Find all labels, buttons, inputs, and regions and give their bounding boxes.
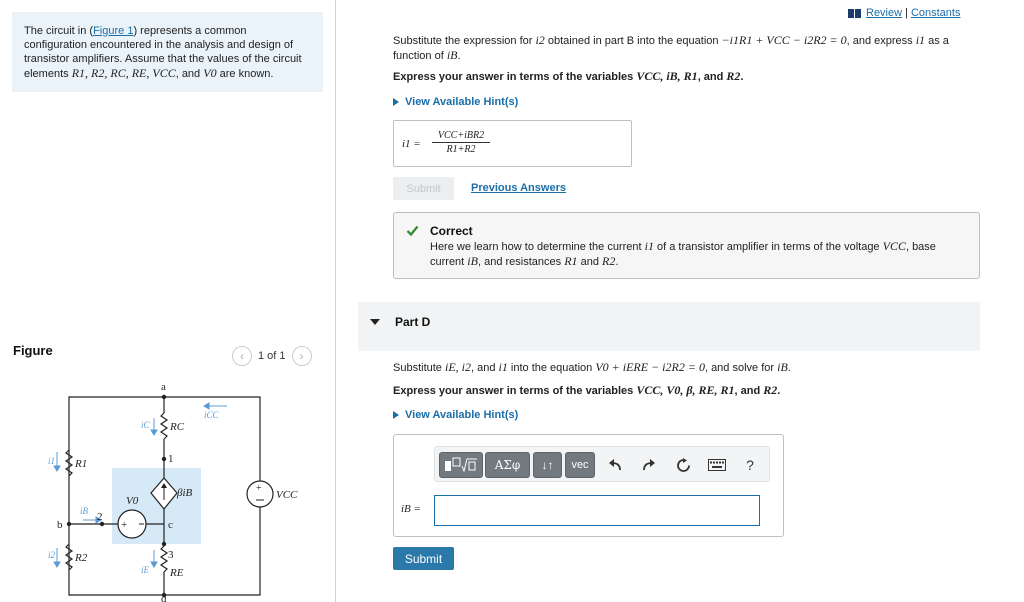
keyboard-icon[interactable] (707, 455, 727, 475)
part-d-period: . (787, 362, 791, 374)
svg-text:+: + (121, 519, 128, 531)
part-d-express-text: Express your answer in terms of the variables (393, 385, 637, 397)
previous-answers-link[interactable]: Previous Answers (471, 182, 566, 194)
i2-label: i2 (48, 550, 56, 560)
part-c-express-end: . (740, 71, 744, 83)
part-d-subs: iE, i2 (444, 360, 471, 374)
templates-button[interactable] (439, 452, 483, 478)
caret-right-icon (393, 98, 399, 106)
part-d-submit-button[interactable]: Submit (393, 547, 454, 570)
reset-icon[interactable] (673, 455, 693, 475)
part-d-hint-toggle[interactable] (393, 409, 518, 421)
problem-pane (0, 0, 336, 602)
feedback-vcc: VCC (882, 239, 906, 253)
part-c-hint-toggle[interactable] (393, 96, 518, 108)
node-2-label: 2 (97, 511, 103, 523)
undo-icon[interactable] (605, 455, 625, 475)
part-d-title[interactable]: Part D (395, 315, 431, 329)
part-c-answer-denominator: R1+R2 (446, 144, 476, 155)
caret-right-icon (393, 411, 399, 419)
feedback-text-5: and (577, 256, 602, 268)
part-d-express (393, 383, 780, 398)
feedback-title: Correct (430, 224, 473, 238)
i1-label: i1 (48, 456, 56, 466)
part-c-text-3: , and express (846, 35, 916, 47)
links-separator: | (905, 7, 908, 19)
figure-heading: Figure (13, 343, 53, 358)
feedback-ib: iB (467, 254, 478, 268)
node-3-label: 3 (168, 549, 174, 561)
node-a-label: a (161, 381, 166, 393)
part-c-express-text: Express your answer in terms of the variables (393, 71, 637, 83)
part-d-last-var: R2 (763, 383, 778, 397)
part-d-express-and: , and (734, 385, 764, 397)
vcc-label: VCC (276, 489, 298, 501)
feedback-text-2: of a transistor amplifier in terms of the voltage (653, 241, 883, 253)
figure-count: 1 of 1 (258, 350, 286, 362)
chevron-right-icon: › (299, 349, 304, 363)
icc-label: iCC (204, 410, 219, 420)
part-c-period: . (457, 50, 461, 62)
part-d-express-end: . (777, 385, 781, 397)
review-link[interactable]: Review (866, 7, 903, 19)
node-d-label: d (161, 593, 167, 602)
part-d-text-1: Substitute (393, 362, 445, 374)
rc-label: RC (170, 421, 185, 433)
part-d-ib: iB (777, 360, 788, 374)
node-b-label: b (57, 519, 63, 531)
feedback-r2: R2 (602, 254, 616, 268)
part-d-text-2: , and (470, 362, 499, 374)
part-d-vars: VCC, V0, β, RE, R1 (636, 383, 735, 397)
caret-down-icon (370, 319, 380, 325)
part-d-text-3: into the equation (507, 362, 596, 374)
feedback-text-6: . (615, 256, 619, 268)
intro-text-2: ) represents a common configuration encountered in the analysis and design of transistor amplifiers. Assume that the values of the circuit elements (24, 25, 302, 80)
part-c-express (393, 69, 744, 84)
beta-ib-label: βiB (177, 487, 193, 499)
help-button[interactable]: ? (746, 457, 754, 473)
chevron-left-icon: ‹ (240, 349, 244, 363)
feedback-text-1: Here we learn how to determine the current (430, 241, 645, 253)
part-c-vars: VCC, iB, R1 (636, 69, 698, 83)
feedback-text (430, 239, 970, 269)
redo-icon[interactable] (639, 455, 659, 475)
figure-pagination (232, 345, 312, 367)
intro-elements: R1, R2, RC, RE, VCC (71, 66, 176, 80)
part-c-answer-box (393, 120, 632, 167)
part-c-ib: iB (446, 48, 458, 62)
node-c-label: c (168, 519, 173, 531)
feedback-text-3: , base current (430, 241, 936, 268)
book-icon (848, 9, 861, 18)
intro-and: , and (175, 68, 204, 80)
r1-label: R1 (75, 458, 88, 470)
part-d-instruction (393, 360, 791, 375)
part-c-text-4: as a function of (393, 35, 949, 62)
next-figure-button[interactable] (292, 346, 312, 366)
part-c-i1: i1 (915, 33, 926, 47)
intro-tail: are known. (216, 68, 274, 80)
ib-label: iB (80, 506, 88, 516)
intro-text-box (12, 12, 323, 92)
part-c-text-1: Substitute the expression for (393, 35, 536, 47)
re-label: RE (170, 567, 184, 579)
sub-superscript-button[interactable]: ↓↑ (533, 452, 562, 478)
part-c-answer-numerator: VCC+iBR2 (432, 130, 490, 143)
math-toolbar (434, 446, 770, 482)
part-d-answer-lhs: iB = (401, 503, 421, 515)
figure-link[interactable]: Figure 1 (93, 25, 134, 37)
part-c-text-2: obtained in part B into the equation (544, 35, 722, 47)
template-icon (443, 456, 479, 474)
part-d-equation: V0 + iERE − i2R2 = 0 (595, 360, 705, 374)
ie-label: iE (141, 565, 149, 575)
part-c-last-var: R2 (726, 69, 741, 83)
circuit-diagram (40, 378, 298, 602)
part-d-text-4: , and solve for (704, 362, 778, 374)
part-c-answer-fraction (432, 130, 490, 155)
node-1-label: 1 (168, 453, 174, 465)
part-d-hint-label: View Available Hint(s) (405, 409, 519, 421)
part-c-answer-lhs: i1 = (402, 138, 421, 150)
feedback-correct-box (393, 212, 980, 279)
intro-text-1: The circuit in ( (24, 25, 94, 37)
feedback-text-4: , and resistances (477, 256, 565, 268)
part-c-hint-label: View Available Hint(s) (405, 96, 519, 108)
feedback-i1: i1 (644, 239, 654, 253)
part-c-express-and: , and (697, 71, 727, 83)
ic-label: iC (141, 420, 150, 430)
review-constants-links (848, 7, 960, 19)
intro-v0: V0 (203, 66, 217, 80)
part-d-i1: i1 (498, 360, 508, 374)
part-c-instruction (393, 33, 983, 63)
svg-text:+: + (256, 483, 262, 494)
part-d-answer-input[interactable] (434, 495, 760, 526)
part-c-equation: −i1R1 + VCC − i2R2 = 0 (721, 33, 847, 47)
feedback-r1: R1 (564, 254, 578, 268)
r2-label: R2 (75, 552, 88, 564)
vector-button[interactable]: vec (565, 452, 595, 478)
previous-figure-button[interactable] (232, 346, 252, 366)
checkmark-icon (406, 224, 419, 237)
part-c-i2: i2 (535, 33, 545, 47)
v0-label: V0 (126, 495, 139, 507)
greek-symbols-button[interactable]: ΑΣφ (485, 452, 530, 478)
part-d-header[interactable] (358, 302, 980, 351)
part-c-submit-button: Submit (393, 177, 454, 200)
constants-link[interactable]: Constants (910, 7, 961, 19)
